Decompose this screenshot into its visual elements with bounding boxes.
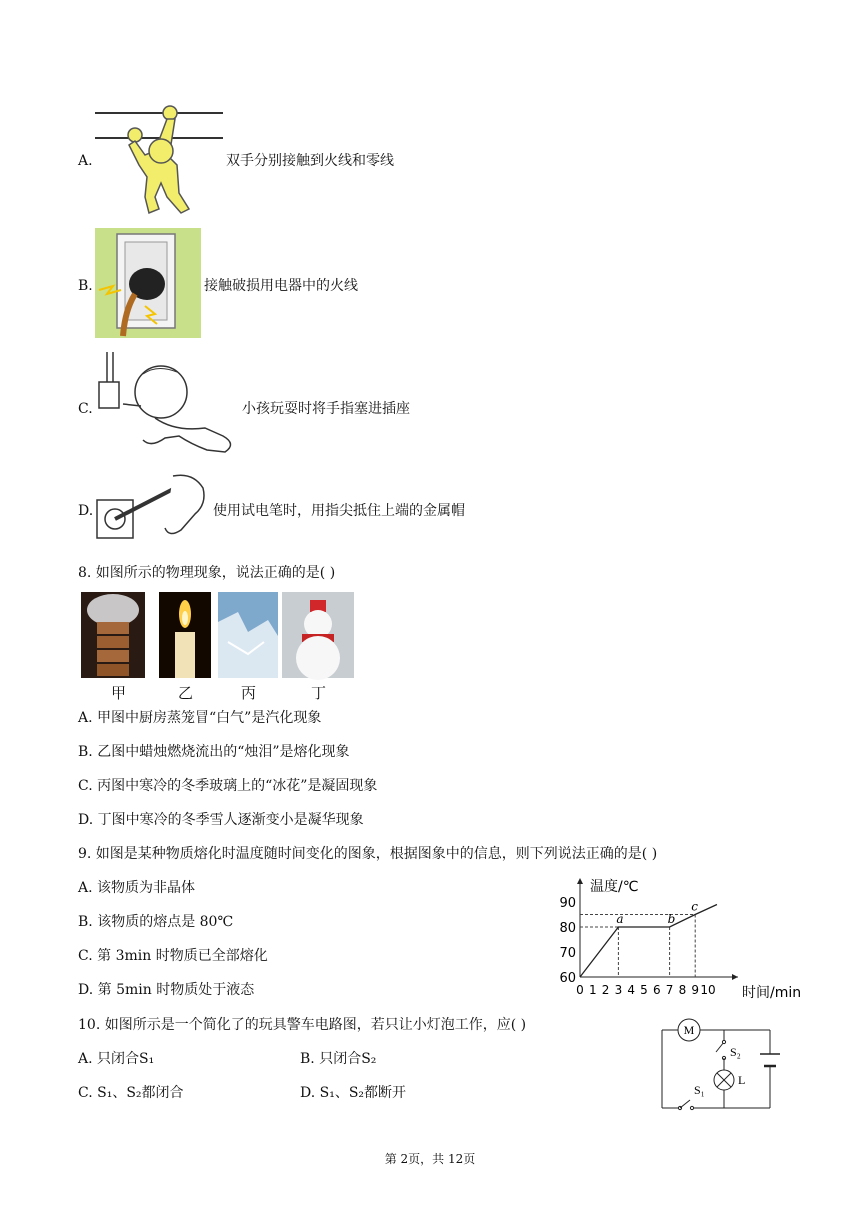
q8-option-a: A. 甲图中厨房蒸笼冒“白气”是汽化现象	[78, 710, 322, 726]
y-tick-label: 90	[559, 896, 576, 911]
x-tick-label: 0	[576, 983, 584, 997]
y-tick-label: 60	[559, 971, 576, 986]
q7-option-d-letter: D.	[78, 503, 94, 519]
y-axis-label: 温度/℃	[590, 879, 639, 895]
q9-option-b: B. 该物质的熔点是 80℃	[78, 914, 234, 930]
q8-stem: 8. 如图所示的物理现象，说法正确的是( )	[78, 565, 336, 581]
x-axis-arrow	[732, 974, 738, 980]
candle-picture	[159, 592, 211, 678]
q10-option-c: C. S₁、S₂都闭合	[78, 1085, 184, 1101]
y-tick-label: 70	[559, 946, 576, 961]
steamer-picture	[81, 592, 145, 678]
x-tick-label: 7	[665, 983, 674, 997]
q8-caption-yi: 乙	[178, 684, 194, 702]
q7-option-b-letter: B.	[78, 278, 93, 294]
damaged-plug-picture	[95, 228, 201, 338]
q8-caption-jia: 甲	[111, 684, 127, 702]
q9-option-d: D. 第 5min 时物质处于液态	[78, 982, 255, 998]
q10-stem: 10. 如图所示是一个简化了的玩具警车电路图，若只让小灯泡工作，应( )	[78, 1017, 527, 1033]
x-tick-label: 4	[627, 983, 636, 997]
child-socket-picture	[95, 352, 240, 456]
q8-option-b: B. 乙图中蜡烛燃烧流出的“烛泪”是熔化现象	[78, 744, 350, 760]
q9-option-c: C. 第 3min 时物质已全部熔化	[78, 948, 268, 964]
x-tick-label: 9	[691, 983, 700, 997]
person-touching-wires-picture	[95, 105, 225, 217]
page-footer: 第 2页，共 12页	[384, 1152, 476, 1166]
q10-option-d: D. S₁、S₂都断开	[300, 1085, 407, 1101]
melting-curve-chart	[556, 872, 802, 1002]
x-tick-label: 6	[652, 983, 661, 997]
melting-curve-line	[580, 905, 717, 978]
x-tick-label: 8	[678, 983, 687, 997]
q8-caption-ding: 丁	[311, 684, 327, 702]
test-pen-picture	[95, 470, 210, 546]
x-axis-label: 时间/min	[742, 985, 802, 1001]
point-label-a: a	[616, 912, 624, 926]
q8-caption-bing: 丙	[241, 684, 257, 702]
q9-option-a: A. 该物质为非晶体	[78, 880, 196, 896]
x-tick-label: 10	[700, 983, 716, 997]
s1-label: S₁	[694, 1083, 705, 1097]
q10-option-a: A. 只闭合S₁	[78, 1051, 155, 1067]
q8-option-d: D. 丁图中寒冷的冬季雪人逐渐变小是凝华现象	[78, 812, 364, 828]
melting-curve-svg	[556, 872, 802, 1002]
q7-option-a-letter: A.	[78, 153, 93, 169]
motor-label: M	[683, 1023, 695, 1037]
point-label-c: c	[691, 899, 698, 914]
point-label-b: b	[667, 912, 676, 926]
x-tick-label: 1	[588, 983, 597, 997]
s2-label: S₂	[730, 1045, 741, 1059]
lamp-label: L	[738, 1073, 746, 1087]
x-tick-label: 2	[601, 983, 610, 997]
q7-option-d-text: 使用试电笔时，用指尖抵住上端的金属帽	[213, 503, 465, 519]
q10-option-b: B. 只闭合S₂	[300, 1051, 377, 1067]
q7-option-c-letter: C.	[78, 401, 93, 417]
x-tick-label: 3	[614, 983, 623, 997]
snowman-picture	[282, 592, 354, 678]
q7-option-a-text: 双手分别接触到火线和零线	[226, 153, 394, 169]
q8-option-c: C. 丙图中寒冷的冬季玻璃上的“冰花”是凝固现象	[78, 778, 378, 794]
x-tick-label: 5	[640, 983, 648, 997]
circuit-diagram	[656, 1014, 780, 1114]
q7-option-b-text: 接触破损用电器中的火线	[204, 278, 358, 294]
y-axis-arrow	[577, 878, 583, 884]
q7-option-c-text: 小孩玩耍时将手指塞进插座	[242, 401, 410, 417]
ice-flower-picture	[218, 592, 278, 678]
y-tick-label: 80	[559, 921, 576, 936]
q9-stem: 9. 如图是某种物质熔化时温度随时间变化的图象，根据图象中的信息，则下列说法正确的是( )	[78, 846, 658, 862]
